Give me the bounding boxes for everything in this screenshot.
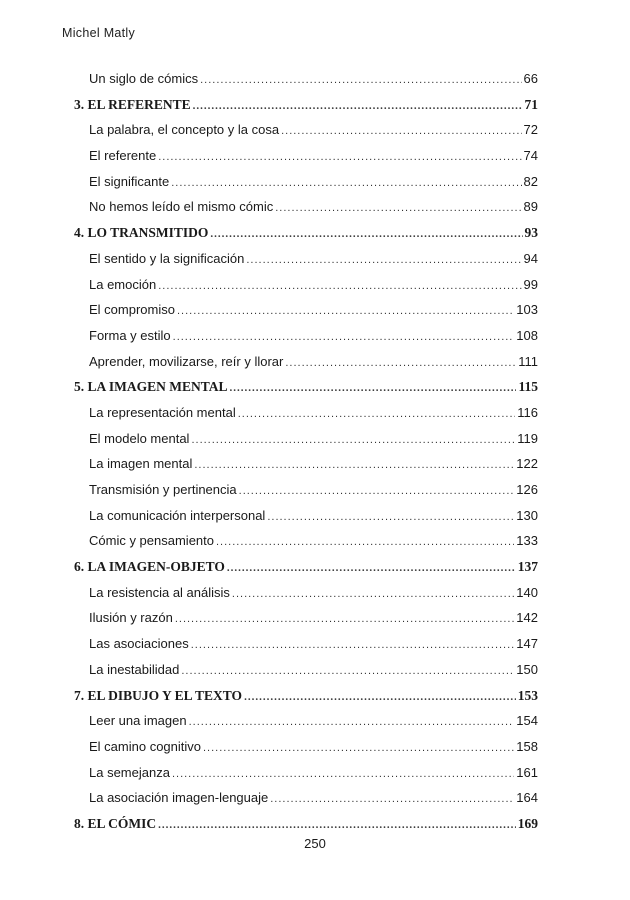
toc-entry-row (74, 503, 538, 529)
dot-leader (193, 94, 523, 118)
toc-title: 3. EL REFERENTE (74, 96, 191, 112)
dot-leader (216, 530, 514, 554)
toc-entry-row (74, 143, 538, 169)
toc-entry-row (74, 785, 538, 811)
toc-page-number: 153 (517, 687, 538, 703)
toc-page-number: 161 (516, 764, 538, 780)
toc-title: La resistencia al análisis (89, 584, 230, 600)
dot-leader (158, 274, 521, 298)
toc-entry-row (74, 66, 538, 92)
toc-page-number: 72 (523, 122, 538, 138)
dot-leader (173, 325, 515, 349)
dot-leader (171, 171, 521, 195)
toc-page-number: 119 (517, 430, 538, 446)
table-of-contents (74, 66, 538, 837)
toc-entry-row (74, 117, 538, 143)
toc-title: El compromiso (89, 302, 175, 318)
page-number: 250 (304, 836, 326, 851)
toc-page-number: 66 (523, 71, 538, 86)
toc-page-number: 150 (516, 661, 538, 677)
toc-entry-row (74, 734, 538, 760)
dot-leader (172, 762, 514, 786)
toc-page-number: 111 (518, 353, 538, 369)
dot-leader (244, 685, 516, 709)
toc-section-row (74, 374, 538, 400)
toc-page-number: 89 (523, 199, 538, 215)
toc-page-number: 130 (516, 507, 538, 523)
toc-title: Aprender, movilizarse, reír y llorar (89, 353, 284, 369)
toc-page-number: 140 (516, 584, 538, 600)
toc-page-number: 99 (523, 276, 538, 292)
toc-title: Las asociaciones (89, 636, 189, 652)
toc-entry-row (74, 631, 538, 657)
toc-title: El camino cognitivo (89, 738, 201, 754)
dot-leader (238, 402, 516, 426)
toc-page-number: 115 (518, 379, 538, 395)
dot-leader (177, 299, 514, 323)
toc-page-number: 147 (516, 636, 538, 652)
toc-page-number: 74 (523, 148, 538, 164)
toc-entry-row (74, 528, 538, 554)
toc-entry-row (74, 323, 538, 349)
toc-page-number: 142 (516, 610, 538, 626)
dot-leader (227, 556, 516, 580)
dot-leader (158, 145, 521, 169)
toc-section-row (74, 92, 538, 118)
toc-entry-row (74, 400, 538, 426)
toc-section-row (74, 683, 538, 709)
toc-title: El significante (89, 173, 170, 189)
dot-leader (230, 376, 517, 400)
toc-page-number: 164 (516, 790, 538, 806)
dot-leader (267, 505, 514, 529)
toc-page-number: 94 (523, 250, 538, 266)
toc-title: 6. LA IMAGEN-OBJETO (74, 559, 225, 575)
toc-page-number: 154 (516, 713, 538, 729)
toc-section-row (74, 220, 538, 246)
dot-leader (191, 428, 515, 452)
dot-leader (210, 222, 522, 246)
toc-entry-row (74, 477, 538, 503)
dot-leader (246, 248, 521, 272)
toc-section-row (74, 811, 538, 837)
toc-entry-row (74, 349, 538, 375)
toc-page-number: 108 (516, 327, 538, 343)
dot-leader (191, 633, 515, 657)
toc-section-row (74, 554, 538, 580)
toc-title: Un siglo de cómics (89, 71, 199, 86)
toc-title: 7. EL DIBUJO Y EL TEXTO (74, 687, 243, 703)
dot-leader (239, 479, 515, 503)
toc-title: La imagen mental (89, 456, 193, 472)
toc-title: 8. EL CÓMIC (74, 815, 157, 831)
toc-page-number: 133 (516, 533, 538, 549)
toc-title: Ilusión y razón (89, 610, 173, 626)
toc-entry-row (74, 451, 538, 477)
dot-leader (158, 813, 516, 837)
toc-entry-row (74, 605, 538, 631)
dot-leader (175, 607, 514, 631)
toc-title: La comunicación interpersonal (89, 507, 266, 523)
toc-page-number: 158 (516, 738, 538, 754)
toc-page-number: 103 (516, 302, 538, 318)
toc-title: La emoción (89, 276, 157, 292)
toc-title: La inestabilidad (89, 661, 180, 677)
dot-leader (285, 351, 516, 375)
toc-title: 4. LO TRANSMITIDO (74, 225, 209, 241)
toc-title: El modelo mental (89, 430, 190, 446)
running-head: Michel Matly (62, 26, 136, 40)
toc-title: Forma y estilo (89, 327, 171, 343)
toc-page-number: 93 (524, 225, 538, 241)
toc-page-number: 137 (517, 559, 538, 575)
toc-entry-row (74, 194, 538, 220)
toc-title: Leer una imagen (89, 713, 187, 729)
toc-page-number: 82 (523, 173, 538, 189)
dot-leader (189, 710, 515, 734)
toc-entry-row (74, 246, 538, 272)
toc-title: Cómic y pensamiento (89, 533, 214, 549)
toc-page-number: 126 (516, 482, 538, 497)
toc-title: La palabra, el concepto y la cosa (89, 122, 280, 138)
dot-leader (200, 68, 521, 92)
toc-entry-row (74, 760, 538, 786)
toc-page-number: 122 (516, 456, 538, 472)
toc-entry-row (74, 657, 538, 683)
toc-entry-row (74, 272, 538, 298)
dot-leader (270, 787, 514, 811)
toc-title: El sentido y la significación (89, 250, 245, 266)
toc-title: La asociación imagen-lenguaje (89, 790, 269, 806)
dot-leader (181, 659, 514, 683)
toc-title: El referente (89, 148, 157, 164)
dot-leader (194, 453, 514, 477)
dot-leader (281, 119, 521, 143)
toc-title: No hemos leído el mismo cómic (89, 199, 274, 215)
toc-page-number: 116 (517, 404, 538, 420)
toc-page-number: 169 (517, 815, 538, 831)
toc-title: 5. LA IMAGEN MENTAL (74, 379, 228, 395)
dot-leader (203, 736, 514, 760)
toc-title: La representación mental (89, 404, 236, 420)
toc-page-number: 71 (524, 96, 538, 112)
toc-title: Transmisión y pertinencia (89, 482, 237, 497)
toc-entry-row (74, 708, 538, 734)
toc-title: La semejanza (89, 764, 170, 780)
toc-entry-row (74, 580, 538, 606)
toc-entry-row (74, 426, 538, 452)
dot-leader (232, 582, 514, 606)
toc-entry-row (74, 169, 538, 195)
toc-entry-row (74, 297, 538, 323)
dot-leader (275, 196, 521, 220)
